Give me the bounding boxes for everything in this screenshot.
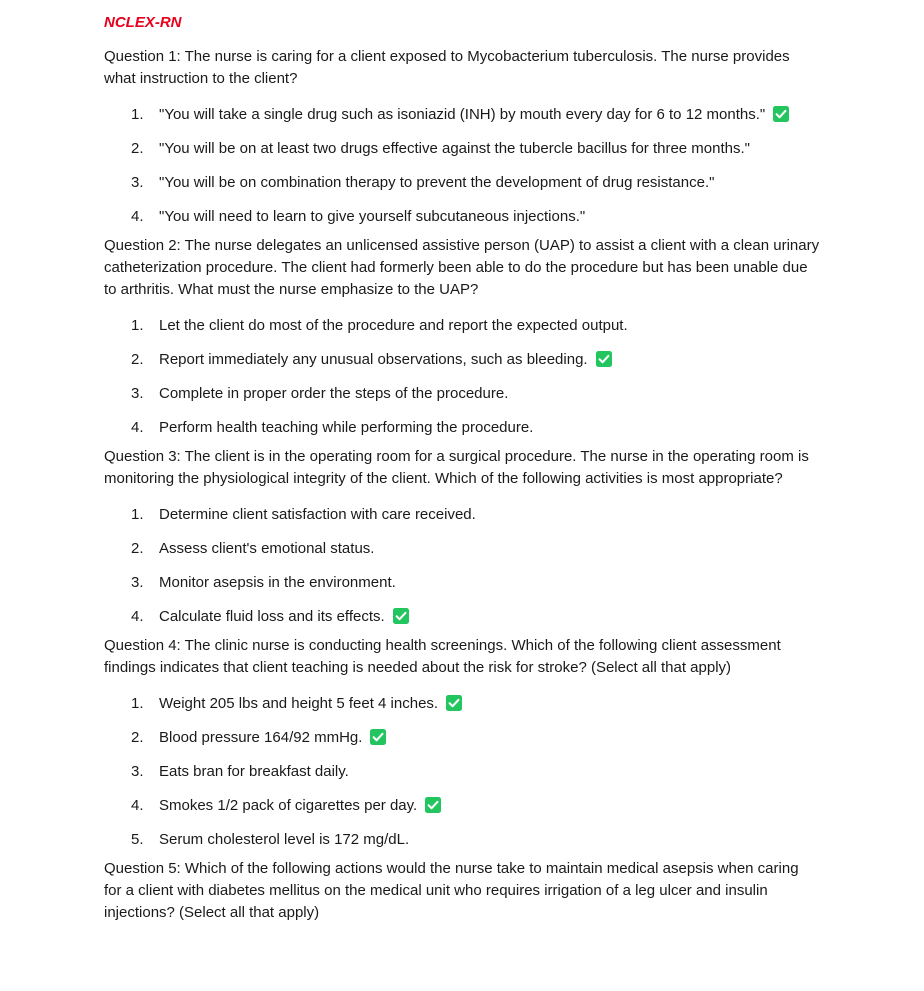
option-text: "You will take a single drug such as isoniazid (INH) by mouth every day for 6 to 12 months." — [159, 105, 766, 123]
option-number: 4. — [131, 207, 144, 225]
question-4-option-4 — [104, 788, 824, 822]
document-title: NCLEX-RN — [104, 14, 182, 31]
question-1-option-2 — [104, 131, 824, 165]
option-text: Monitor asepsis in the environment. — [159, 573, 396, 591]
check-box-icon — [773, 106, 789, 122]
question-text: Question 2: The nurse delegates an unlicensed assistive person (UAP) to assist a client with a clean urinary catheterization procedure. The client had formerly been able to do the procedure but has been unable due to arthritis. What must the nurse emphasize to the UAP? — [104, 237, 820, 298]
question-4-option-5 — [104, 822, 824, 856]
question-2-option-1 — [104, 308, 824, 342]
question-text: Question 1: The nurse is caring for a client exposed to Mycobacterium tuberculosis. The nurse provides what instruction to the client? — [104, 48, 790, 87]
question-text: Question 5: Which of the following actions would the nurse take to maintain medical asepsis when caring for a client with diabetes mellitus on the medical unit who requires irrigation of a leg ulcer and insulin injections? (Select all that apply) — [104, 860, 799, 921]
option-text: Eats bran for breakfast daily. — [159, 762, 349, 780]
question-1-option-3 — [104, 165, 824, 199]
question-4-option-2 — [104, 720, 824, 754]
document-page — [104, 12, 824, 931]
check-box-icon — [596, 351, 612, 367]
question-3-option-4 — [104, 599, 824, 633]
option-number: 4. — [131, 418, 144, 436]
question-2-option-2 — [104, 342, 824, 376]
option-text: Smokes 1/2 pack of cigarettes per day. — [159, 796, 418, 814]
option-number: 2. — [131, 350, 144, 368]
question-2-option-3 — [104, 376, 824, 410]
check-box-icon — [393, 608, 409, 624]
option-text: Determine client satisfaction with care received. — [159, 505, 476, 523]
check-box-icon — [425, 797, 441, 813]
answer-options — [104, 686, 824, 856]
question-3 — [104, 446, 824, 633]
option-text: Serum cholesterol level is 172 mg/dL. — [159, 830, 410, 848]
question-1-option-4 — [104, 199, 824, 233]
option-text: Calculate fluid loss and its effects. — [159, 607, 385, 625]
option-number: 3. — [131, 384, 144, 402]
question-4-option-3 — [104, 754, 824, 788]
answer-options — [104, 308, 824, 444]
option-number: 2. — [131, 139, 144, 157]
option-number: 5. — [131, 830, 144, 848]
check-box-icon — [446, 695, 462, 711]
option-text: Weight 205 lbs and height 5 feet 4 inches. — [159, 694, 439, 712]
option-text: Assess client's emotional status. — [159, 539, 375, 557]
question-text: Question 3: The client is in the operating room for a surgical procedure. The nurse in the operating room is monitoring the physiological integrity of the client. Which of the following activities is most appropriate? — [104, 448, 809, 487]
option-number: 3. — [131, 573, 144, 591]
question-4 — [104, 635, 824, 856]
option-number: 2. — [131, 728, 144, 746]
option-text: "You will be on combination therapy to prevent the development of drug resistance." — [159, 173, 715, 191]
question-2-option-4 — [104, 410, 824, 444]
question-list — [104, 46, 824, 924]
option-number: 2. — [131, 539, 144, 557]
option-number: 4. — [131, 796, 144, 814]
option-number: 1. — [131, 105, 144, 123]
option-number: 4. — [131, 607, 144, 625]
question-text: Question 4: The clinic nurse is conducting health screenings. Which of the following client assessment findings indicates that client teaching is needed about the risk for stroke? (Select all that apply) — [104, 637, 781, 676]
answer-options — [104, 497, 824, 633]
option-text: Complete in proper order the steps of the procedure. — [159, 384, 509, 402]
question-3-option-3 — [104, 565, 824, 599]
option-number: 1. — [131, 694, 144, 712]
question-4-option-1 — [104, 686, 824, 720]
option-number: 3. — [131, 762, 144, 780]
check-box-icon — [370, 729, 386, 745]
option-number: 1. — [131, 316, 144, 334]
option-text: Blood pressure 164/92 mmHg. — [159, 728, 363, 746]
question-2 — [104, 235, 824, 444]
option-text: Let the client do most of the procedure and report the expected output. — [159, 316, 628, 334]
option-number: 3. — [131, 173, 144, 191]
answer-options — [104, 97, 824, 233]
option-text: Report immediately any unusual observations, such as bleeding. — [159, 350, 588, 368]
option-text: "You will be on at least two drugs effective against the tubercle bacillus for three months." — [159, 139, 750, 157]
option-number: 1. — [131, 505, 144, 523]
question-1-option-1 — [104, 97, 824, 131]
question-3-option-2 — [104, 531, 824, 565]
question-3-option-1 — [104, 497, 824, 531]
question-1 — [104, 46, 824, 233]
option-text: "You will need to learn to give yourself subcutaneous injections." — [159, 207, 586, 225]
question-5 — [104, 858, 824, 924]
option-text: Perform health teaching while performing the procedure. — [159, 418, 534, 436]
